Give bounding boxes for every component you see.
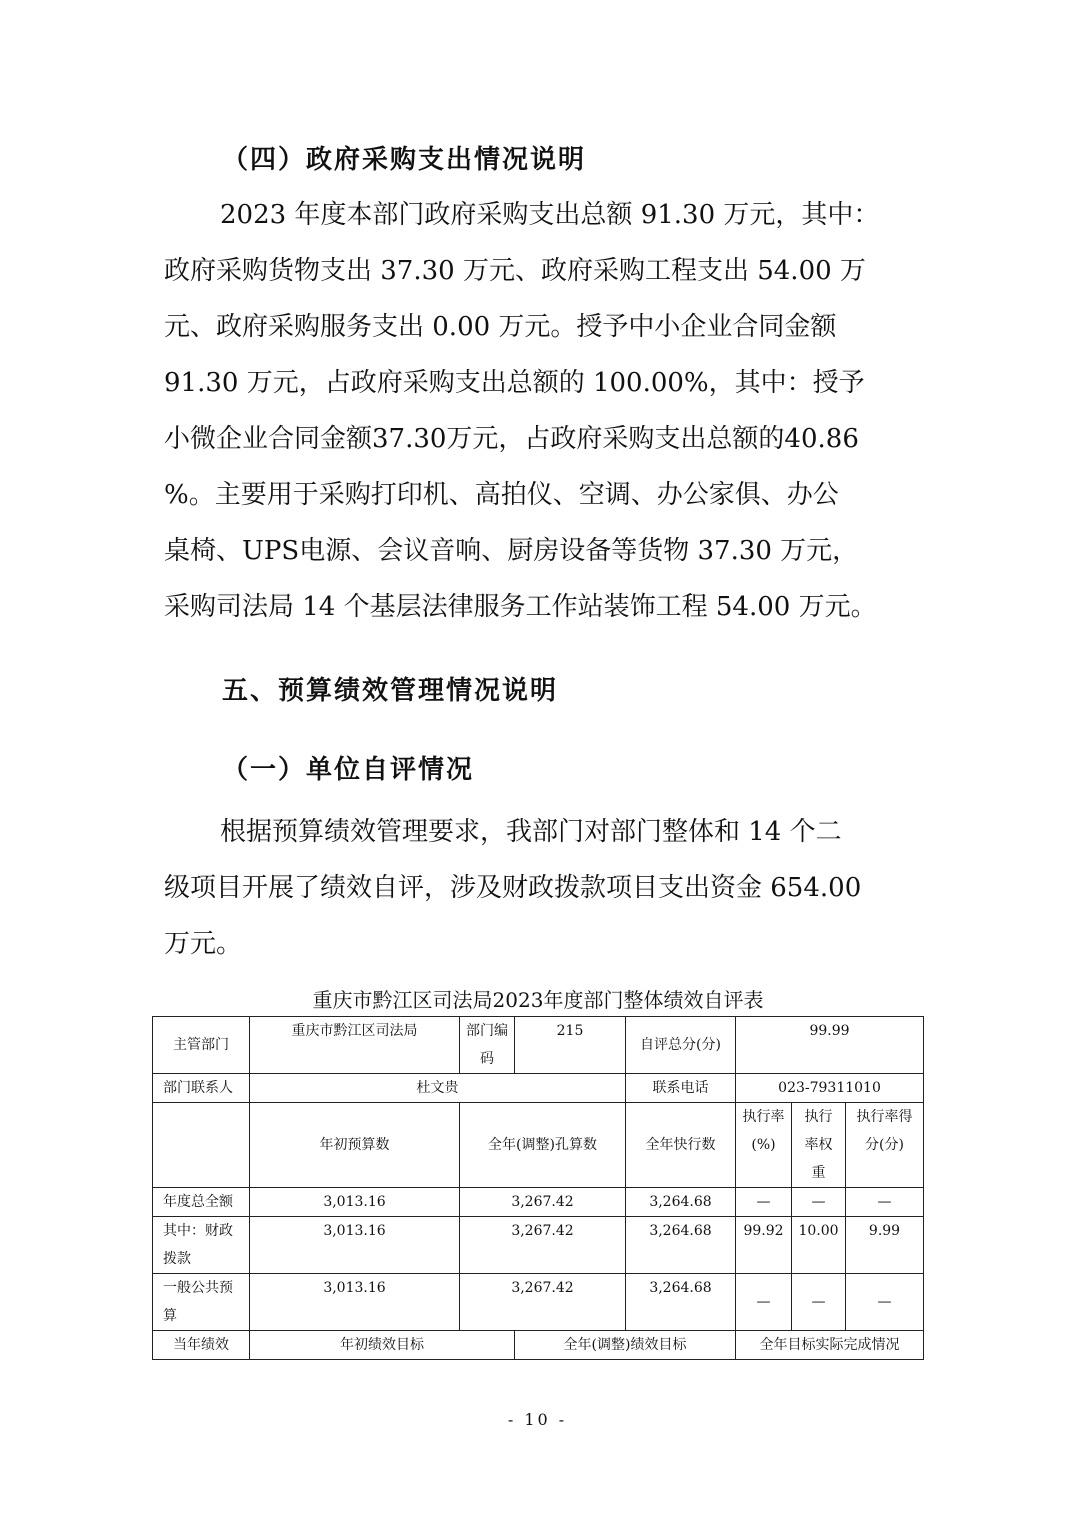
contact-label-cell: 部门联系人 — [153, 1074, 250, 1103]
self-evaluation-paragraph — [164, 804, 924, 972]
section-five-heading: 五、预算绩效管理情况说明 — [222, 676, 559, 706]
score-cell: 99.99 — [736, 1017, 924, 1074]
paragraph-line: 政府采购货物支出 37.30 万元、政府采购工程支出 54.00 万 — [164, 256, 866, 286]
phone-label-cell: 联系电话 — [626, 1074, 736, 1103]
adjusted-value-cell: 3,267.42 — [460, 1188, 626, 1217]
paragraph-line: 小微企业合同金额37.30万元，占政府采购支出总额的40.86 — [164, 424, 859, 454]
weight-cell: — — [792, 1274, 846, 1331]
table-row — [153, 1274, 924, 1331]
paragraph-line: 采购司法局 14 个基层法律服务工作站装饰工程 54.00 万元。 — [164, 592, 877, 622]
dept-code-cell: 215 — [515, 1017, 626, 1074]
initial-value-cell: 3,013.16 — [250, 1274, 460, 1331]
score-label-cell: 自评总分(分) — [626, 1017, 736, 1074]
paragraph-line: 级项目开展了绩效自评，涉及财政拨款项目支出资金 654.00 — [164, 873, 862, 903]
header-rate-score: 执行率得分(分) — [846, 1103, 924, 1188]
performance-table — [152, 1016, 924, 1360]
table-row — [153, 1074, 924, 1103]
adjusted-value-cell: 3,267.42 — [460, 1217, 626, 1274]
dept-code-label-cell: 部门编码 — [460, 1017, 515, 1074]
executed-value-cell: 3,264.68 — [626, 1274, 736, 1331]
row-label-cell: 一般公共预算 — [153, 1274, 250, 1331]
header-rate-weight: 执行率权重 — [792, 1103, 846, 1188]
paragraph-line: 桌椅、UPS电源、会议音响、厨房设备等货物 37.30 万元， — [164, 536, 859, 566]
page-number: - 10 - — [507, 1410, 568, 1429]
table-caption: 重庆市黔江区司法局2023年度部门整体绩效自评表 — [312, 988, 764, 1012]
header-executed: 全年快行数 — [626, 1103, 736, 1188]
row-label-cell: 其中：财政拨款 — [153, 1217, 250, 1274]
row-label-cell: 年度总全额 — [153, 1188, 250, 1217]
paragraph-line: 91.30 万元，占政府采购支出总额的 100.00%，其中：授予 — [164, 368, 865, 398]
adjusted-value-cell: 3,267.42 — [460, 1274, 626, 1331]
section-four-heading: （四）政府采购支出情况说明 — [222, 145, 587, 175]
header-execution-rate: 执行率(%) — [736, 1103, 792, 1188]
rate-score-cell: 9.99 — [846, 1217, 924, 1274]
self-evaluation-heading: （一）单位自评情况 — [222, 755, 475, 785]
rate-cell: — — [736, 1274, 792, 1331]
rate-score-cell: — — [846, 1188, 924, 1217]
dept-name-cell: 重庆市黔江区司法局 — [250, 1017, 460, 1074]
rate-cell: 99.92 — [736, 1217, 792, 1274]
paragraph-line: 万元。 — [164, 929, 243, 959]
header-blank-cell — [153, 1103, 250, 1188]
weight-cell: — — [792, 1188, 846, 1217]
rate-cell: — — [736, 1188, 792, 1217]
perf-label-cell: 当年绩效 — [153, 1331, 250, 1360]
table-row — [153, 1188, 924, 1217]
initial-value-cell: 3,013.16 — [250, 1217, 460, 1274]
perf-initial-goal-cell: 年初绩效目标 — [250, 1331, 515, 1360]
procurement-paragraph — [164, 187, 924, 635]
initial-value-cell: 3,013.16 — [250, 1188, 460, 1217]
table-header-row — [153, 1103, 924, 1188]
paragraph-line: 根据预算绩效管理要求，我部门对部门整体和 14 个二 — [220, 817, 842, 847]
header-adjusted-budget: 全年(调整)孔算数 — [460, 1103, 626, 1188]
executed-value-cell: 3,264.68 — [626, 1188, 736, 1217]
table-row — [153, 1331, 924, 1360]
weight-cell: 10.00 — [792, 1217, 846, 1274]
perf-adjusted-goal-cell: 全年(调整)绩效目标 — [515, 1331, 736, 1360]
table-row — [153, 1217, 924, 1274]
phone-cell: 023-79311010 — [736, 1074, 924, 1103]
perf-actual-cell: 全年目标实际完成情况 — [736, 1331, 924, 1360]
paragraph-line: 2023 年度本部门政府采购支出总额 91.30 万元，其中： — [220, 200, 880, 230]
header-initial-budget: 年初预算数 — [250, 1103, 460, 1188]
dept-label-cell: 主管部门 — [153, 1017, 250, 1074]
paragraph-line: 元、政府采购服务支出 0.00 万元。授予中小企业合同金额 — [164, 312, 837, 342]
table-row — [153, 1017, 924, 1074]
paragraph-line: %。主要用于采购打印机、高拍仪、空调、办公家俱、办公 — [164, 480, 839, 510]
rate-score-cell: — — [846, 1274, 924, 1331]
contact-name-cell: 杜文贵 — [250, 1074, 626, 1103]
executed-value-cell: 3,264.68 — [626, 1217, 736, 1274]
